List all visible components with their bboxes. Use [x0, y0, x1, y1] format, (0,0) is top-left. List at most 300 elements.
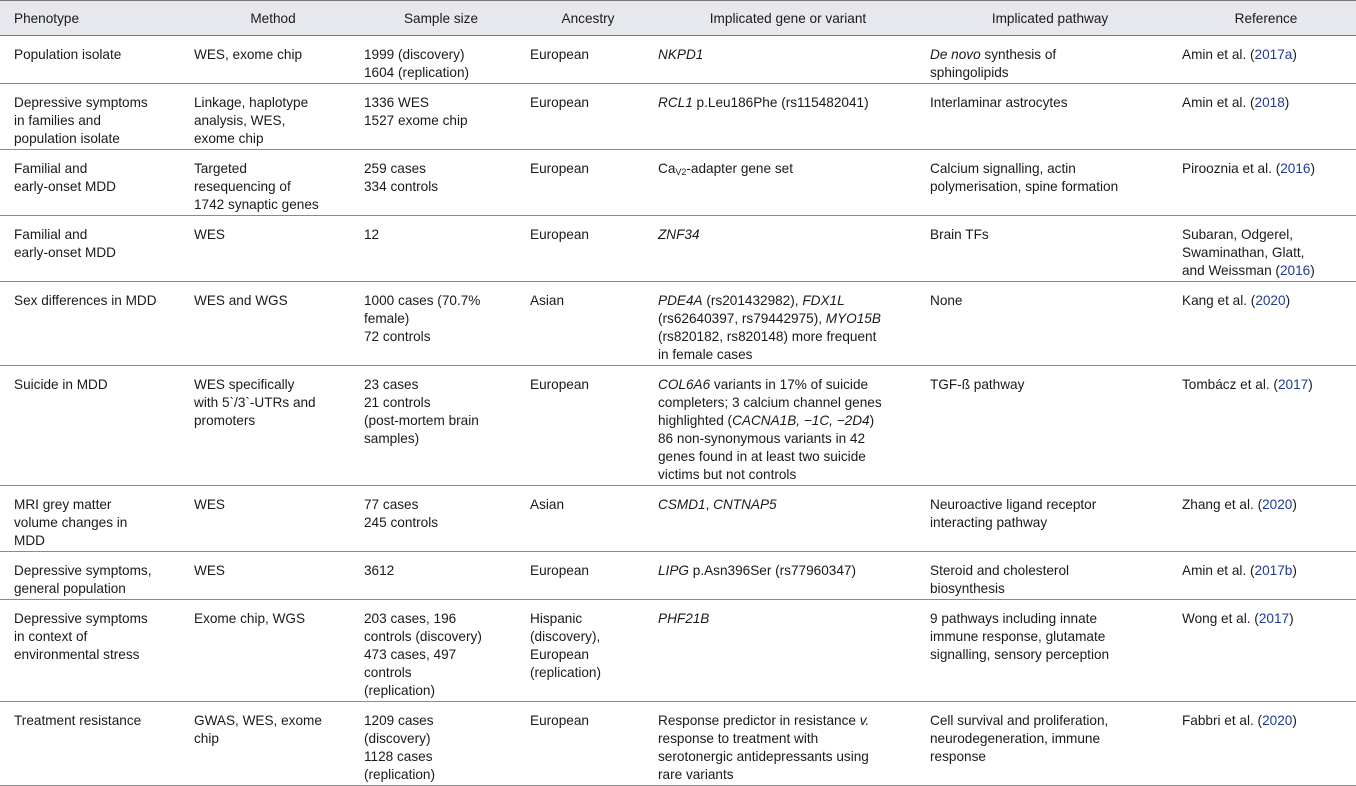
cell-ancestry	[524, 366, 652, 486]
text-segment: serotonergic antidepressants using	[658, 749, 869, 764]
cell-phenotype	[0, 552, 188, 600]
cell-gene-variant	[652, 702, 924, 786]
cell-line	[658, 412, 918, 430]
italic-text: CACNA1B, −1C, −2D4	[732, 413, 870, 428]
reference-close: )	[1292, 713, 1297, 728]
cell-phenotype	[0, 282, 188, 366]
cell-line: (replication)	[364, 767, 436, 782]
italic-text: RCL1	[658, 95, 693, 110]
cell-line: early-onset MDD	[14, 245, 116, 260]
cell-line	[930, 712, 1170, 730]
cell-line: exome chip	[194, 131, 264, 146]
cell-line: 77 cases	[364, 497, 419, 512]
text-segment: highlighted (	[658, 413, 733, 428]
reference-authors: Amin et al. (	[1182, 47, 1255, 62]
cell-line: European	[530, 95, 589, 110]
cell-line: 1604 (replication)	[364, 65, 470, 80]
cell-line: 72 controls	[364, 329, 431, 344]
cell-line	[658, 46, 918, 64]
cell-phenotype	[0, 84, 188, 150]
cell-phenotype	[0, 150, 188, 216]
cell-line: Familial and	[14, 161, 88, 176]
cell-gene-variant	[652, 552, 924, 600]
table-body	[0, 36, 1356, 786]
italic-text: De novo	[930, 47, 981, 62]
italic-text: CNTNAP5	[713, 497, 777, 512]
cell-line	[930, 730, 1170, 748]
reference-year-link[interactable]: 2020	[1262, 713, 1293, 728]
text-segment: Brain TFs	[930, 227, 989, 242]
text-segment: Response predictor in resistance	[658, 713, 860, 728]
cell-line: (replication)	[364, 683, 436, 698]
cell-gene-variant	[652, 216, 924, 282]
cell-phenotype	[0, 702, 188, 786]
text-segment: Ca	[658, 161, 676, 176]
italic-text: PHF21B	[658, 611, 710, 626]
reference-close: )	[1292, 47, 1297, 62]
cell-line	[658, 730, 918, 748]
cell-ancestry	[524, 552, 652, 600]
text-segment: signalling, sensory perception	[930, 647, 1110, 662]
text-segment: sphingolipids	[930, 65, 1009, 80]
cell-line: Depressive symptoms,	[14, 563, 152, 578]
cell-line: Sex differences in MDD	[14, 293, 157, 308]
cell-line: early-onset MDD	[14, 179, 116, 194]
cell-line	[658, 328, 918, 346]
cell-line: 473 cases, 497	[364, 647, 457, 662]
cell-ancestry	[524, 702, 652, 786]
cell-line: Depressive symptoms	[14, 611, 148, 626]
cell-line	[1182, 160, 1350, 178]
cell-line	[658, 346, 918, 364]
reference-year-link[interactable]: 2017a	[1254, 47, 1293, 62]
cell-line: samples)	[364, 431, 420, 446]
cell-line	[930, 376, 1170, 394]
cell-line	[1182, 292, 1350, 310]
cell-sample-size	[358, 84, 524, 150]
table-row	[0, 600, 1356, 702]
cell-line	[658, 448, 918, 466]
cell-line: WES and WGS	[194, 293, 288, 308]
cell-gene-variant	[652, 366, 924, 486]
reference-year-link[interactable]: 2017	[1277, 377, 1309, 392]
reference-year-link[interactable]: 2017	[1258, 611, 1290, 626]
cell-line: WES, exome chip	[194, 47, 303, 62]
cell-gene-variant	[652, 282, 924, 366]
cell-line: Targeted	[194, 161, 247, 176]
reference-close: )	[1310, 161, 1316, 176]
cell-line: MRI grey matter	[14, 497, 112, 512]
cell-line	[658, 712, 918, 730]
cell-line: 1128 cases	[364, 749, 433, 764]
cell-line	[930, 160, 1170, 178]
cell-line	[1182, 262, 1350, 280]
italic-text: LIPG	[658, 563, 689, 578]
cell-line: 334 controls	[364, 179, 439, 194]
cell-method	[188, 84, 358, 150]
cell-sample-size	[358, 600, 524, 702]
table-row	[0, 282, 1356, 366]
cell-line: (discovery),	[530, 629, 601, 644]
cell-line	[658, 430, 918, 448]
cell-ancestry	[524, 282, 652, 366]
reference-authors: Amin et al. (	[1182, 563, 1255, 578]
cell-pathway	[924, 282, 1176, 366]
italic-text: COL6A6	[658, 377, 711, 392]
cell-line: Suicide in MDD	[14, 377, 108, 392]
cell-line: 1336 WES	[364, 95, 429, 110]
text-segment: Steroid and cholesterol	[930, 563, 1070, 578]
cell-line	[658, 310, 918, 328]
text-segment: 86 non-synonymous variants in 42	[658, 431, 866, 446]
cell-line	[930, 178, 1170, 196]
cell-pathway	[924, 36, 1176, 84]
cell-ancestry	[524, 84, 652, 150]
text-segment: 9 pathways including innate	[930, 611, 1098, 626]
cell-line	[658, 292, 918, 310]
cell-reference	[1176, 84, 1356, 150]
italic-text: PDE4A	[658, 293, 703, 308]
reference-close: )	[1289, 611, 1294, 626]
cell-pathway	[924, 552, 1176, 600]
cell-line: WES	[194, 563, 225, 578]
cell-line: Linkage, haplotype	[194, 95, 309, 110]
cell-sample-size	[358, 36, 524, 84]
header-phenotype: Phenotype	[0, 1, 188, 36]
cell-line: 245 controls	[364, 515, 439, 530]
cell-reference	[1176, 486, 1356, 552]
cell-reference	[1176, 552, 1356, 600]
cell-method	[188, 150, 358, 216]
cell-line	[930, 514, 1170, 532]
text-segment: Interlaminar astrocytes	[930, 95, 1068, 110]
cell-line	[658, 496, 918, 514]
cell-method	[188, 366, 358, 486]
cell-reference	[1176, 366, 1356, 486]
cell-line: 1209 cases	[364, 713, 434, 728]
cell-ancestry	[524, 216, 652, 282]
reference-close: )	[1292, 563, 1297, 578]
cell-line	[930, 562, 1170, 580]
cell-line: 1000 cases (70.7%	[364, 293, 481, 308]
cell-phenotype	[0, 36, 188, 84]
cell-line: Treatment resistance	[14, 713, 142, 728]
cell-line	[930, 94, 1170, 112]
text-segment: p.Leu186Phe (rs115482041)	[692, 95, 869, 110]
cell-gene-variant	[652, 486, 924, 552]
cell-phenotype	[0, 600, 188, 702]
text-segment: polymerisation, spine formation	[930, 179, 1119, 194]
reference-close: )	[1310, 263, 1315, 278]
cell-line: with 5`/3`-UTRs and	[194, 395, 316, 410]
italic-text: MYO15B	[825, 311, 881, 326]
cell-line	[930, 496, 1170, 514]
reference-authors: Tombácz et al. (	[1182, 377, 1278, 392]
header-reference: Reference	[1176, 1, 1356, 36]
cell-line: 12	[364, 227, 380, 242]
cell-method	[188, 216, 358, 282]
cell-line: controls	[364, 665, 412, 680]
header-pathway: Implicated pathway	[924, 1, 1176, 36]
cell-reference	[1176, 702, 1356, 786]
cell-line: European	[530, 563, 589, 578]
cell-line	[658, 466, 918, 484]
cell-pathway	[924, 600, 1176, 702]
cell-pathway	[924, 216, 1176, 282]
reference-close: )	[1284, 95, 1290, 110]
cell-reference	[1176, 282, 1356, 366]
cell-phenotype	[0, 366, 188, 486]
cell-pathway	[924, 702, 1176, 786]
cell-ancestry	[524, 600, 652, 702]
cell-phenotype	[0, 486, 188, 552]
text-segment: neurodegeneration, immune	[930, 731, 1101, 746]
cell-line: GWAS, WES, exome	[194, 713, 322, 728]
cell-line	[658, 394, 918, 412]
cell-line: 1527 exome chip	[364, 113, 468, 128]
cell-line	[930, 292, 1170, 310]
cell-sample-size	[358, 150, 524, 216]
text-segment: biosynthesis	[930, 581, 1005, 596]
cell-line: 1999 (discovery)	[364, 47, 465, 62]
reference-authors: and Weissman (	[1182, 263, 1280, 278]
subscript-text: V2	[675, 167, 687, 177]
text-segment: (rs820182, rs820148) more frequent	[658, 329, 877, 344]
cell-line: European	[530, 647, 589, 662]
header-ancestry: Ancestry	[524, 1, 652, 36]
header-method: Method	[188, 1, 358, 36]
cell-line	[930, 64, 1170, 82]
cell-line: WES	[194, 497, 225, 512]
italic-text: CSMD1	[658, 497, 706, 512]
cell-line	[930, 628, 1170, 646]
cell-line: European	[530, 161, 589, 176]
cell-line	[930, 610, 1170, 628]
cell-line	[658, 160, 918, 178]
header-sample-size: Sample size	[358, 1, 524, 36]
cell-line	[658, 748, 918, 766]
cell-ancestry	[524, 486, 652, 552]
text-segment: genes found in at least two suicide	[658, 449, 866, 464]
cell-line: Asian	[530, 497, 565, 512]
cell-line: Exome chip, WGS	[194, 611, 306, 626]
cell-line	[930, 748, 1170, 766]
text-segment: completers; 3 calcium channel genes	[658, 395, 882, 410]
cell-line: European	[530, 227, 589, 242]
text-segment: Calcium signalling, actin	[930, 161, 1076, 176]
cell-reference	[1176, 150, 1356, 216]
text-segment: -adapter gene set	[686, 161, 793, 176]
cell-line: chip	[194, 731, 219, 746]
cell-line: 1742 synaptic genes	[194, 197, 319, 212]
table-row	[0, 36, 1356, 84]
cell-line: analysis, WES,	[194, 113, 286, 128]
reference-close: )	[1308, 377, 1313, 392]
table-row	[0, 150, 1356, 216]
cell-line: European	[530, 713, 589, 728]
cell-line	[1182, 562, 1350, 580]
cell-method	[188, 552, 358, 600]
cell-line	[1182, 46, 1350, 64]
cell-reference	[1176, 216, 1356, 282]
cell-line: (post-mortem brain	[364, 413, 479, 428]
cell-line	[930, 580, 1170, 598]
italic-text: ZNF34	[658, 227, 700, 242]
reference-close: )	[1292, 497, 1297, 512]
cell-line	[930, 646, 1170, 664]
cell-pathway	[924, 486, 1176, 552]
cell-sample-size	[358, 366, 524, 486]
cell-line: 21 controls	[364, 395, 431, 410]
cell-line	[658, 562, 918, 580]
table-row	[0, 216, 1356, 282]
cell-line	[658, 376, 918, 394]
text-segment: immune response, glutamate	[930, 629, 1106, 644]
cell-method	[188, 282, 358, 366]
cell-line: European	[530, 377, 589, 392]
reference-authors: Fabbri et al. (	[1182, 713, 1263, 728]
cell-line: promoters	[194, 413, 256, 428]
cell-line: 3612	[364, 563, 395, 578]
cell-line	[658, 226, 918, 244]
reference-year-link[interactable]: 2018	[1254, 95, 1285, 110]
cell-line: resequencing of	[194, 179, 291, 194]
cell-line	[658, 94, 918, 112]
text-segment: rare variants	[658, 767, 734, 782]
cell-pathway	[924, 366, 1176, 486]
cell-line	[1182, 226, 1350, 244]
reference-authors: Subaran, Odgerel,	[1182, 227, 1294, 242]
cell-line: Hispanic	[530, 611, 583, 626]
reference-authors: Swaminathan, Glatt,	[1182, 245, 1305, 260]
cell-ancestry	[524, 150, 652, 216]
text-segment: (rs62640397, rs79442975),	[658, 311, 826, 326]
italic-text: NKPD1	[658, 47, 704, 62]
cell-line: European	[530, 47, 589, 62]
cell-reference	[1176, 36, 1356, 84]
cell-line: Familial and	[14, 227, 88, 242]
cell-sample-size	[358, 216, 524, 282]
reference-authors: Amin et al. (	[1182, 95, 1255, 110]
cell-line: WES	[194, 227, 225, 242]
cell-method	[188, 702, 358, 786]
table-header-row	[0, 1, 1356, 36]
cell-method	[188, 486, 358, 552]
text-segment: synthesis of	[980, 47, 1057, 62]
cell-line: female)	[364, 311, 410, 326]
text-segment: (rs201432982),	[702, 293, 803, 308]
cell-line	[1182, 610, 1350, 628]
reference-authors: Zhang et al. (	[1182, 497, 1263, 512]
cell-line: (replication)	[530, 665, 602, 680]
reference-authors: Wong et al. (	[1182, 611, 1259, 626]
table-row	[0, 552, 1356, 600]
cell-reference	[1176, 600, 1356, 702]
text-segment: ,	[705, 497, 714, 512]
italic-text: v.	[859, 713, 870, 728]
table-row	[0, 486, 1356, 552]
cell-line	[658, 610, 918, 628]
reference-authors: Kang et al. (	[1182, 293, 1256, 308]
cell-line: WES specifically	[194, 377, 295, 392]
cell-line: general population	[14, 581, 126, 596]
cell-line: in context of	[14, 629, 88, 644]
cell-line: controls (discovery)	[364, 629, 482, 644]
cell-sample-size	[358, 486, 524, 552]
cell-line: 259 cases	[364, 161, 426, 176]
cell-line	[1182, 244, 1350, 262]
reference-year-link[interactable]: 2020	[1255, 293, 1286, 308]
cell-line: population isolate	[14, 131, 120, 146]
cell-line	[930, 226, 1170, 244]
cell-line: volume changes in	[14, 515, 128, 530]
cell-line: 23 cases	[364, 377, 419, 392]
reference-year-link[interactable]: 2016	[1280, 161, 1311, 176]
cell-line	[1182, 94, 1350, 112]
text-segment: )	[869, 413, 875, 428]
cell-sample-size	[358, 282, 524, 366]
cell-method	[188, 36, 358, 84]
cell-line: Population isolate	[14, 47, 122, 62]
cell-line	[1182, 712, 1350, 730]
table-row	[0, 84, 1356, 150]
cell-gene-variant	[652, 150, 924, 216]
cell-line: 203 cases, 196	[364, 611, 457, 626]
text-segment: in female cases	[658, 347, 753, 362]
text-segment: None	[930, 293, 963, 308]
cell-ancestry	[524, 36, 652, 84]
cell-line: environmental stress	[14, 647, 140, 662]
reference-year-link[interactable]: 2020	[1262, 497, 1293, 512]
cell-line: MDD	[14, 533, 45, 548]
cell-line	[930, 46, 1170, 64]
cell-pathway	[924, 150, 1176, 216]
text-segment: p.Asn396Ser (rs77960347)	[688, 563, 856, 578]
reference-year-link[interactable]: 2017b	[1254, 563, 1293, 578]
text-segment: Cell survival and proliferation,	[930, 713, 1109, 728]
cell-line: in families and	[14, 113, 101, 128]
text-segment: Neuroactive ligand receptor	[930, 497, 1097, 512]
text-segment: victims but not controls	[658, 467, 797, 482]
cell-sample-size	[358, 702, 524, 786]
text-segment: response	[930, 749, 986, 764]
cell-gene-variant	[652, 84, 924, 150]
reference-year-link[interactable]: 2016	[1279, 263, 1311, 278]
cell-gene-variant	[652, 600, 924, 702]
cell-gene-variant	[652, 36, 924, 84]
text-segment: TGF-ß pathway	[930, 377, 1025, 392]
italic-text: FDX1L	[802, 293, 845, 308]
cell-line: Depressive symptoms	[14, 95, 148, 110]
cell-sample-size	[358, 552, 524, 600]
cell-line: Asian	[530, 293, 565, 308]
cell-line	[1182, 496, 1350, 514]
cell-phenotype	[0, 216, 188, 282]
cell-line	[658, 766, 918, 784]
table-row	[0, 702, 1356, 786]
cell-method	[188, 600, 358, 702]
text-segment: response to treatment with	[658, 731, 819, 746]
text-segment: variants in 17% of suicide	[710, 377, 869, 392]
cell-line: (discovery)	[364, 731, 431, 746]
text-segment: interacting pathway	[930, 515, 1048, 530]
cell-pathway	[924, 84, 1176, 150]
table-row	[0, 366, 1356, 486]
cell-line	[1182, 376, 1350, 394]
reference-authors: Pirooznia et al. (	[1182, 161, 1281, 176]
header-gene-variant: Implicated gene or variant	[652, 1, 924, 36]
reference-close: )	[1285, 293, 1291, 308]
